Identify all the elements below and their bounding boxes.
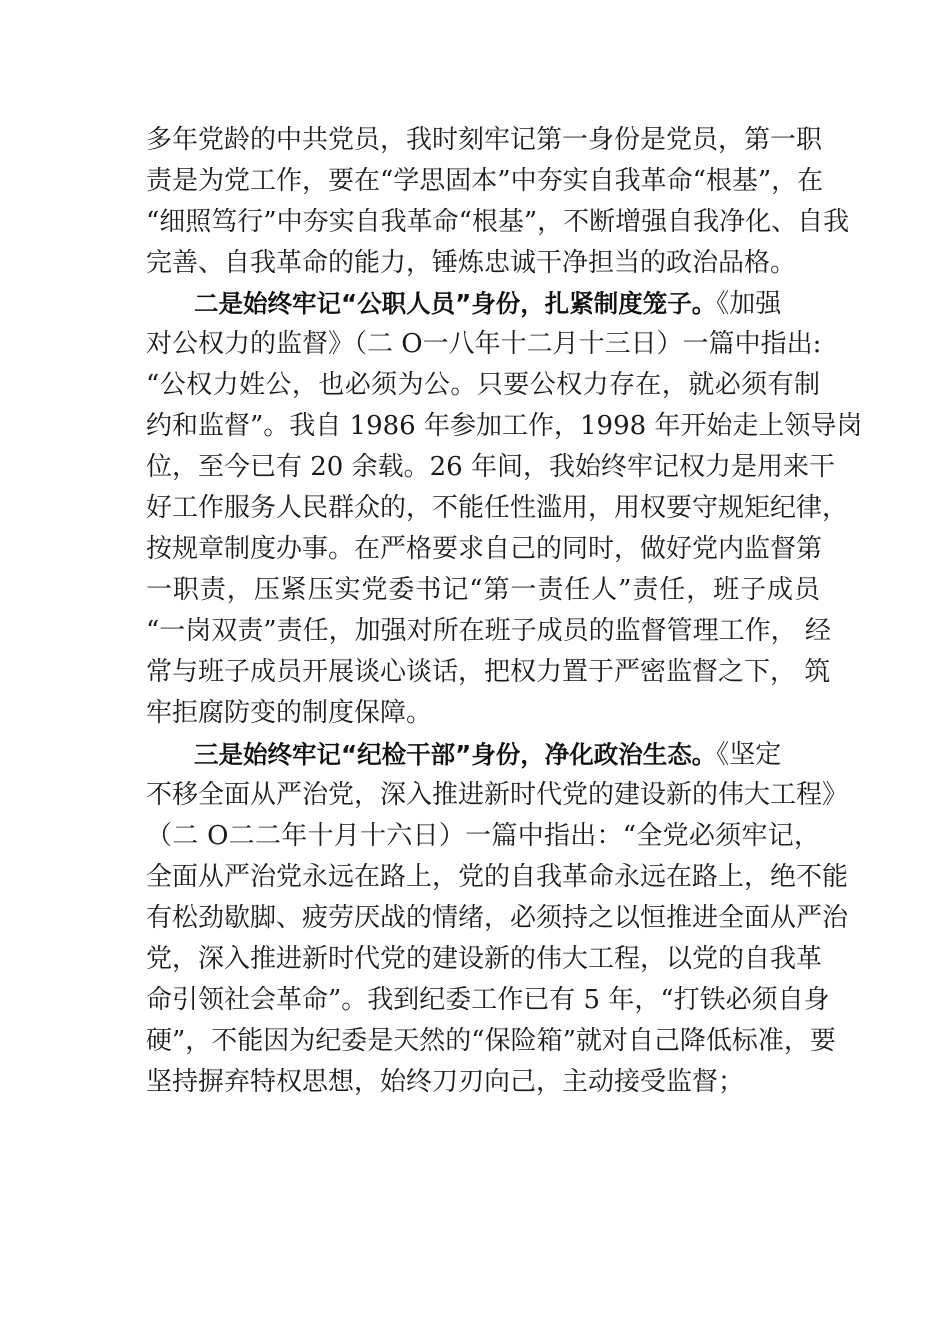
paragraph-3-line: （二 O二二年十月十六日）一篇中指出：“全党必须牢记， <box>146 821 820 851</box>
paragraph-1 <box>146 120 850 284</box>
paragraph-3-line: 有松劲歇脚、疲劳厌战的情绪，必须持之以恒推进全面从严治 <box>146 903 849 933</box>
paragraph-3 <box>146 734 849 1103</box>
paragraph-2-first-line-rest: 《加强 <box>716 289 782 319</box>
paragraph-2-line: 对公权力的监督》（二 O一八年十二月十三日）一篇中指出: <box>146 329 822 359</box>
paragraph-1-line: “细照笃行”中夯实自我革命“根基”，不断增强自我净化、自我 <box>146 207 850 237</box>
paragraph-2-line: “公权力姓公，也必须为公。只要公权力存在，就必须有制 <box>146 370 820 400</box>
paragraph-2-heading: 二是始终牢记“公职人员”身份，扎紧制度笼子。 <box>194 289 717 318</box>
paragraph-2-line: 按规章制度办事。在严格要求自己的同时，做好党内监督第 <box>146 534 823 564</box>
paragraph-3-line: 坚持摒弃特权思想，始终刀刃向己，主动接受监督； <box>146 1067 745 1097</box>
paragraph-1-line: 多年党龄的中共党员，我时刻牢记第一身份是党员，第一职 <box>146 125 823 155</box>
paragraph-2-line: 约和监督”。我自 1986 年参加工作，1998 年开始走上领导岗 <box>146 411 863 441</box>
paragraph-2 <box>146 283 863 734</box>
paragraph-3-first-line-rest: 《坚定 <box>716 740 782 770</box>
paragraph-3-heading: 三是始终牢记“纪检干部”身份，净化政治生态。 <box>194 740 717 769</box>
paragraph-3-line: 硬”，不能因为纪委是天然的“保险箱”就对自己降低标准，要 <box>146 1026 836 1056</box>
paragraph-3-line: 不移全面从严治党，深入推进新时代党的建设新的伟大工程》 <box>146 780 849 810</box>
paragraph-3-line: 命引领社会革命”。我到纪委工作已有 5 年，“打铁必须自身 <box>146 985 830 1015</box>
paragraph-2-line: 位，至今已有 20 余载。26 年间，我始终牢记权力是用来干 <box>146 452 835 482</box>
paragraph-2-line: 牢拒腐防变的制度保障。 <box>146 698 433 728</box>
paragraph-1-line: 完善、自我革命的能力，锤炼忠诚干净担当的政治品格。 <box>146 248 797 278</box>
paragraph-3-first-line <box>146 734 820 775</box>
paragraph-1-line: 责是为党工作，要在“学思固本”中夯实自我革命“根基”，在 <box>146 166 824 196</box>
paragraph-3-line: 全面从严治党永远在路上，党的自我革命永远在路上，绝不能 <box>146 862 849 892</box>
paragraph-2-line: 一职责，压紧压实党委书记“第一责任人”责任，班子成员 <box>146 575 820 605</box>
paragraph-2-first-line <box>146 283 820 324</box>
paragraph-3-line: 党，深入推进新时代党的建设新的伟大工程，以党的自我革 <box>146 944 823 974</box>
paragraph-2-line: 好工作服务人民群众的，不能任性滥用，用权要守规矩纪律， <box>146 493 849 523</box>
paragraph-2-line: 常与班子成员开展谈心谈话，把权力置于严密监督之下， 筑 <box>146 657 831 687</box>
paragraph-2-line: “一岗双责”责任，加强对所在班子成员的监督管理工作， 经 <box>146 616 831 646</box>
